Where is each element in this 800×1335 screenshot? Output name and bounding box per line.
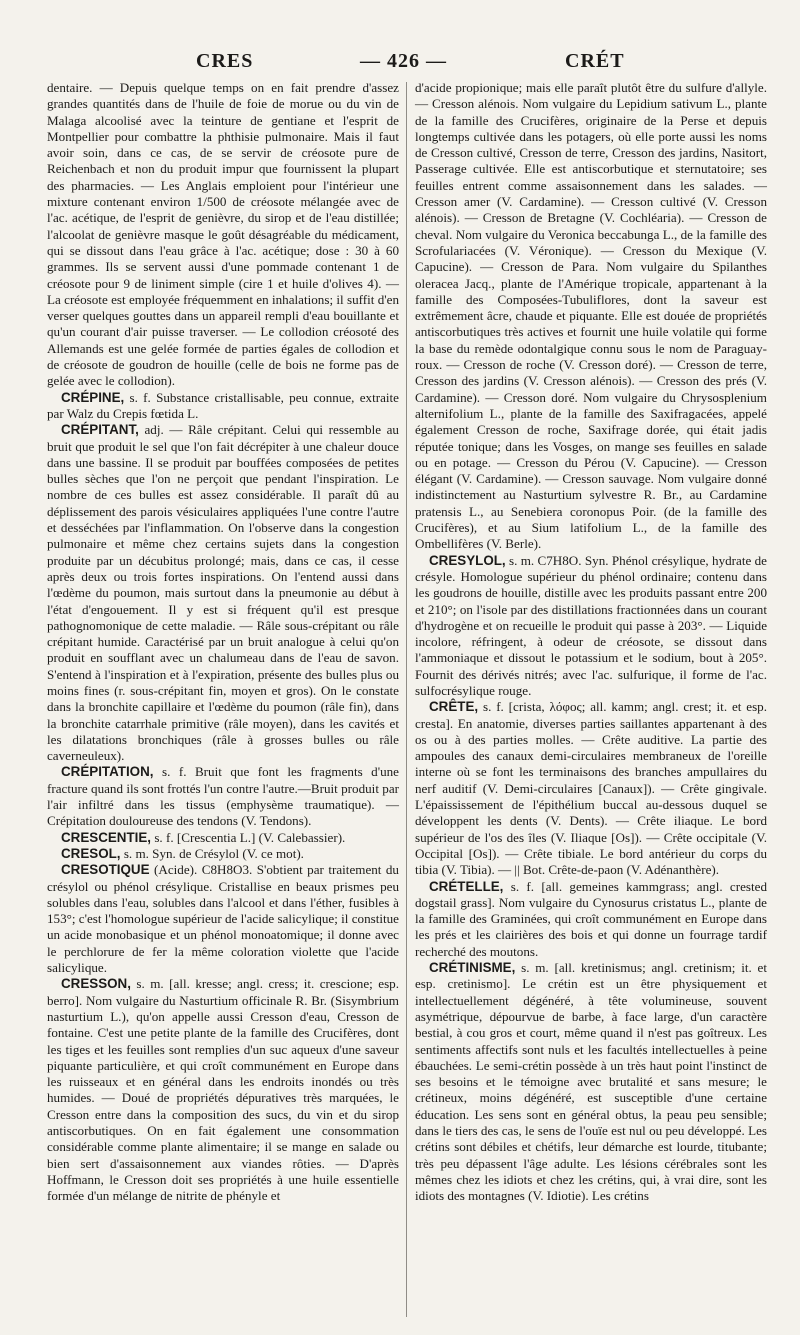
entry-paragraph — [47, 390, 399, 423]
entry-text: s. f. Bruit que font les fragments d'une fracture quand ils sont frottés l'un contre l'autre.—Bruit produit par l'air infiltré dans les tissus (emphysème traumatique). — Crépitation douloureuse des tendons (V. Tendons). — [47, 764, 399, 829]
entry-headword: CRESOL, — [61, 845, 121, 861]
entry-paragraph — [47, 976, 399, 1204]
entry-paragraph — [47, 764, 399, 829]
entry-headword: CRÊTE, — [429, 699, 479, 715]
entry-paragraph — [415, 80, 767, 553]
entry-headword: CRÉTINISME, — [429, 960, 516, 976]
right-column — [415, 80, 767, 1204]
entry-text: (Acide). C8H8O3. S'obtient par traitement du crésylol ou phénol crésylique. Cristallise en beaux prismes peu solubles dans l'eau, solubles dans l'alcool et dans l'éther, fusibles à 153°; c'est l'homologue supérieur de l'acide salicylique; il constitue un acide monobasique et un phénol monoatomique; il donne avec le perchlorure de fer la même coloration violette que l'acide salicylique. — [47, 862, 399, 976]
entry-text: s. f. Substance cristallisable, peu connue, extraite par Walz du Crepis fœtida L. — [47, 389, 399, 421]
entry-headword: CRÉPITATION, — [61, 764, 154, 780]
entry-headword: CRESCENTIE, — [61, 829, 152, 845]
entry-text: s. m. [all. kresse; angl. cress; it. crescione; esp. berro]. Nom vulgaire du Nasturtium officinale R. Br. (Sisymbrium nasturtium L.), qu'on appelle aussi Cresson d'eau, Cresson de fontaine. C'est une petite plante de la famille des Crucifères, dont les tiges et les feuilles sont remplies d'un suc aqueux d'une saveur piquante particulière, et qui croît communément en Europe dans les ruisseaux et en général dans les endroits inondés ou très humides. — Doué de propriétés dépuratives très marquées, le Cresson entre dans la composition des sucs, du vin et du sirop antiscorbutiques. On en fait également une consommation considérable comme plante alimentaire; il se mange en salade ou bien sert d'assaisonnement aux viandes rôties. — D'après Hoffmann, le Cresson doit ses propriétés à une huile essentielle formée d'un mélange de nitrite de phényle et — [47, 976, 399, 1204]
entry-text: s. m. C7H8O. Syn. Phénol crésylique, hydrate de crésyle. Homologue supérieur du phénol ordinaire; contenu dans les goudrons de houille, distille avec les produits passant entre 200 et 210°; on l'isole par des distillations fractionnées dans un courant d'hydrogène et on recueille le produit qui passe à 203°. — Liquide incolore, réfringent, à odeur de créosote, se dissout dans l'ammoniaque et dissout le potassium et le sodium, bout à 205°. Fournit des dérivés nitrés; avec l'ac. sulfurique, il forme de l'ac. sulfocrésylique rouge. — [415, 552, 767, 698]
running-header-right: CRÉT — [565, 50, 625, 72]
entry-headword: CRÉPITANT, — [61, 422, 139, 438]
entry-text: s. f. [all. gemeines kammgrass; angl. crested dogstail grass]. Nom vulgaire du Cynosurus cristatus L., plante de la famille des Graminées, qui croît communément en Europe dans les prés et les clairières des bois et qui donne un fourrage tardif recherché des moutons. — [415, 878, 767, 959]
entry-headword: CRÉTELLE, — [429, 878, 504, 894]
page-number: — 426 — — [360, 50, 447, 72]
entry-headword: CRESYLOL, — [429, 552, 506, 568]
column-divider — [406, 82, 407, 1317]
entry-text: s. m. Syn. de Crésylol (V. ce mot). — [123, 845, 304, 861]
left-column — [47, 80, 399, 1204]
entry-headword: CRESSON, — [61, 976, 131, 992]
entry-text: d'acide propionique; mais elle paraît plutôt être du sulfure d'allyle. — Cresson alénois. Nom vulgaire du Lepidium sativum L., plante de la famille des Crucifères, originaire de la Perse et depuis longtemps cultivée dans les potagers, où elle porte aussi les noms de Cresson cultivé, Cresson de terre, Cresson des jardins, Nasitort, Passerage cultivée. Elle est antiscorbutique et sternutatoire; ses feuilles entrent comme assaisonnement dans les salades. — Cresson amer (V. Cardamine). — Cresson cultivé (V. Cresson alénois). — Cresson de Bretagne (V. Cochléaria). — Cresson de cheval. Nom vulgaire du Veronica beccabunga L., de la famille des Scrofulariacées (V. Véronique). — Cresson du Mexique (V. Capucine). — Cresson de Para. Nom vulgaire du Spilanthes oleracea Jacq., plante de l'Amérique tropicale, appartenant à la famille des Composées-Tubuliflores, dont la saveur est extrêmement âcre, chaude et piquante. Elle est douée de propriétés antiscorbutiques très actives et fournit une huile volatile qui forme la base du remède odontalgique connu sous le nom de Paraguay-roux. — Cresson de roche (V. Cresson doré). — Cresson de terre, Cresson des jardins (V. Cresson alénois). — Cresson des prés (V. Cardamine). — Cresson doré. Nom vulgaire du Chrysosplenium alternifolium L., plante de la famille des Saxifragacées, appelé également Cresson de roche, Saxifrage dorée, qui était jadis réputée tonique; dans les Vosges, on mange ses feuilles en salade ou en potage. — Cresson du Pérou (V. Capucine). — Cresson élégant (V. Cardamine). — Cresson sauvage. Nom vulgaire donné indistinctement au Nasturtium sylvestre R. Br., au Cardamine pratensis L., au Senebiera coronopus Poir. (de la famille des Crucifères), et au Sium latifolium L., de la famille des Ombellifères (V. Berle). — [415, 80, 767, 552]
entry-paragraph — [415, 699, 767, 878]
entry-text: adj. — Râle crépitant. Celui qui ressemble au bruit que produit le sel que l'on fait décrépiter à une chaleur douce dans une bassine. Il se produit par bouffées composées de petites bulles sèches que l'on ne perçoit que pendant l'inspiration. Le nombre de ces bulles est assez considérable. Il paraît dû au déplissement des parois vésiculaires appliquées l'une contre l'autre et desséchées par l'inflammation. On l'observe dans la congestion pulmonaire et même chez certains sujets dans la congestion produite par un décubitus prolongé; mais, dans ce cas, il cesse après deux ou trois fortes inspirations. On l'entend aussi dans l'œdème du poumon, mais surtout dans la pneumonie au début à l'état d'engouement. Il y est si fréquent qu'il est presque pathognomonique de cette maladie. — Râle sous-crépitant ou râle crépitant humide. Caractérisé par un bruit analogue à celui qu'on produit en soufflant avec un chalumeau dans de l'eau de savon. S'entend à l'inspiration et à l'expiration, présente des bulles plus ou moins fines (r. sous-crépitant fin, moyen et gros). On le constate dans la bronchite capillaire et l'œdème du poumon (râle fin), dans la bronchite catarrhale primitive (râle moyen), dans les cavités et les dilatations bronchiques (râle à grosses bulles ou râle caverneuleux). — [47, 422, 399, 764]
running-header-left: CRES — [196, 50, 254, 72]
entry-paragraph — [47, 862, 399, 976]
entry-paragraph — [47, 422, 399, 764]
entry-paragraph — [415, 960, 767, 1204]
entry-text: dentaire. — Depuis quelque temps on en fait prendre d'assez grandes quantités dans de l'huile de foie de morue ou du vin de Malaga alcoolisé avec la teinture de gentiane et l'esprit de Montpellier pour combattre la phthisie pulmonaire. Mais il faut avoir soin, dans ce cas, de se servir de créosote pure de Reichenbach et non du produit impur que fournissent la plupart des pharmacies. — Les Anglais emploient pour l'intérieur une mixture contenant environ 1/500 de créosote mélangée avec de l'ac. acétique, de l'esprit de genièvre, du sirop et de l'eau distillée; l'alcoolat de genièvre masque le goût désagréable du médicament, qui se dissout dans l'eau grâce à l'ac. acétique; dose : 30 à 60 grammes. Ils se servent aussi d'une pommade contenant 1 de créosote pour 9 de liniment simple (cire 1 et huile d'olives 4). — La créosote est employée fréquemment en inhalations; il suffit d'en verser quelques gouttes dans un appareil rempli d'eau bouillante et qu'un courant d'air puisse traverser. — Le collodion créosoté des Allemands est une gelée formée de parties égales de collodion et de créosote de goudron de houille (celle de bois ne forme pas de gelée avec le collodion). — [47, 80, 399, 389]
entry-paragraph — [47, 80, 399, 390]
entry-paragraph — [47, 846, 399, 862]
entry-paragraph — [47, 830, 399, 846]
entry-text: s. f. [Crescentia L.] (V. Calebassier). — [154, 829, 346, 845]
entry-headword: CRESOTIQUE — [61, 862, 150, 878]
entry-text: s. m. [all. kretinismus; angl. cretinism; it. et esp. cretinismo]. Le crétin est un être physiquement et intellectuellement dégénéré, à tête volumineuse, souvent asymétrique, dépourvue de barbe, à face large, d'un caractère bestial, à cou gros et court, même quand il n'est pas goîtreux. Les sentiments affectifs sont nuls et les facultés intellectuelles à peine ébauchées. Le semi-crétin possède à un très haut point l'instinct de ses besoins et le témoigne avec brutalité et sans mesure; le crétineux, moins dégénéré, est susceptible d'une certaine éducation. Les sens sont en général obtus, la peau peu sensible; dans le tiers des cas, le sens de l'ouïe est nul ou peu développé. Les crétins sont débiles et chétifs, leur démarche est lourde, titubante; très peu dépassent l'âge adulte. Les lésions cérébrales sont les mêmes chez les idiots et chez les crétins, qui, à vrai dire, sont les idiots des montagnes (V. Idiotie). Les crétins — [415, 960, 767, 1204]
entry-paragraph — [415, 879, 767, 960]
entry-headword: CRÉPINE, — [61, 389, 125, 405]
entry-text: s. f. [crista, λόφος; all. kamm; angl. crest; it. et esp. cresta]. En anatomie, diverses parties saillantes appartenant à des os ou à des parties molles. — Crête auditive. La partie des ampoules des canaux demi-circulaires membraneux de l'oreille interne où se font les terminaisons des branches ampullaires du nerf auditif (V. Demi-circulaires [Canaux]). — Crête gingivale. L'épaississement de l'épithélium buccal au-dessous duquel se développent les dents (V. Dents). — Crête iliaque. Le bord supérieur de l'os des îles (V. Iliaque [Os]). — Crête occipitale (V. Occipital [Os]). — Crête tibiale. Le bord antérieur du corps du tibia (V. Tibia). — || Bot. Crête-de-paon (V. Adénanthère). — [415, 699, 767, 878]
entry-paragraph — [415, 553, 767, 700]
